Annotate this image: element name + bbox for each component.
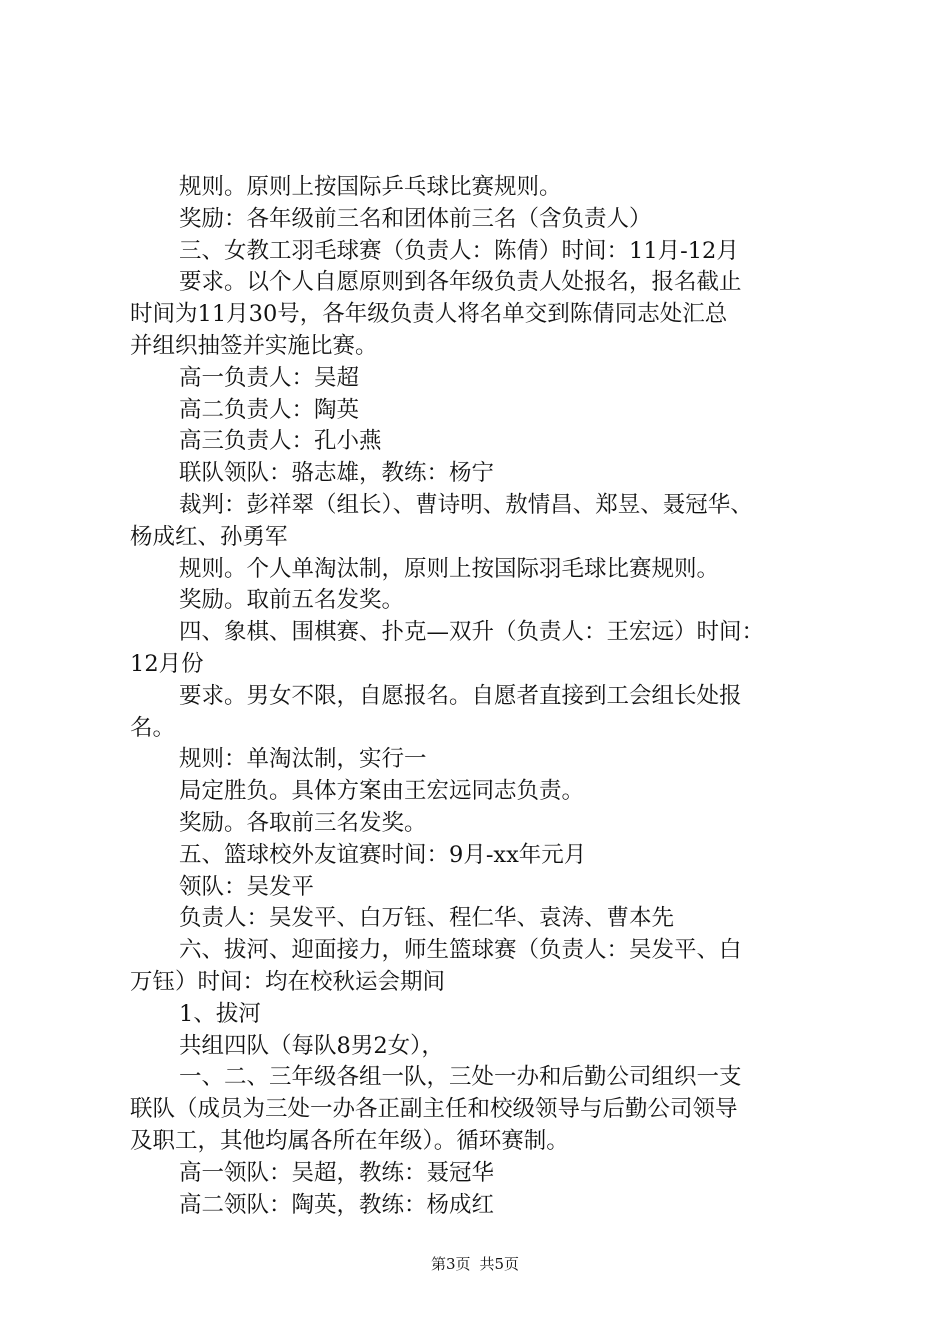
text-line: 联队领队：骆志雄，教练：杨宁 [179,460,495,487]
text-line: 规则：单淘汰制，实行一 [179,746,427,773]
text-line: 12月份 [130,650,204,677]
text-line: 裁判：彭祥翠（组长）、曹诗明、敖情昌、郑昱、聂冠华、 [179,491,753,518]
page-total: 共5页 [479,1255,520,1273]
text-line: 要求。男女不限，自愿报名。自愿者直接到工会组长处报 [179,682,742,709]
text-line: 共组四队（每队8男2女）， [179,1032,444,1059]
text-line: 规则。个人单淘汰制，原则上按国际羽毛球比赛规则。 [179,555,720,582]
text-line: 局定胜负。具体方案由王宏远同志负责。 [179,778,585,805]
text-line: 高二领队：陶英，教练：杨成红 [179,1191,495,1218]
text-line: 五、篮球校外友谊赛时间：9月-xx年元月 [179,841,587,868]
text-line: 负责人：吴发平、白万钰、程仁华、袁涛、曹本先 [179,905,675,932]
text-line: 三、女教工羽毛球赛（负责人：陈倩）时间：11月-12月 [179,237,739,264]
text-line: 高一负责人：吴超 [179,364,360,391]
text-line: 高一领队：吴超，教练：聂冠华 [179,1159,495,1186]
text-line: 联队（成员为三处一办各正副主任和校级领导与后勤公司领导 [130,1096,738,1123]
text-line: 1、拔河 [179,1000,261,1027]
text-line: 奖励。各取前三名发奖。 [179,809,427,836]
text-line: 高三负责人：孔小燕 [179,428,382,455]
text-line: 奖励：各年级前三名和团体前三名（含负责人） [179,205,652,232]
text-line: 领队：吴发平 [179,873,315,900]
text-line: 六、拔河、迎面接力，师生篮球赛（负责人：吴发平、白 [179,937,742,964]
text-line: 高二负责人：陶英 [179,396,360,423]
page-footer [0,1254,950,1274]
text-line: 要求。以个人自愿原则到各年级负责人处报名，报名截止 [179,269,742,296]
text-line: 时间为11月30号，各年级负责人将名单交到陈倩同志处汇总 [130,301,728,328]
document-body [130,172,840,1221]
text-line: 一、二、三年级各组一队，三处一办和后勤公司组织一支 [179,1064,742,1091]
text-line: 杨成红、孙勇军 [130,523,288,550]
text-line: 及职工，其他均属各所在年级）。循环赛制。 [130,1127,569,1154]
text-line: 四、象棋、围棋赛、扑克—双升（负责人：王宏远）时间： [179,619,765,646]
page-number: 第3页 [430,1255,471,1273]
text-line: 并组织抽签并实施比赛。 [130,332,378,359]
text-line: 奖励。取前五名发奖。 [179,587,405,614]
text-line: 规则。原则上按国际乒乓球比赛规则。 [179,174,562,200]
text-line: 万钰）时间：均在校秋运会期间 [130,968,446,995]
text-line: 名。 [130,714,176,741]
